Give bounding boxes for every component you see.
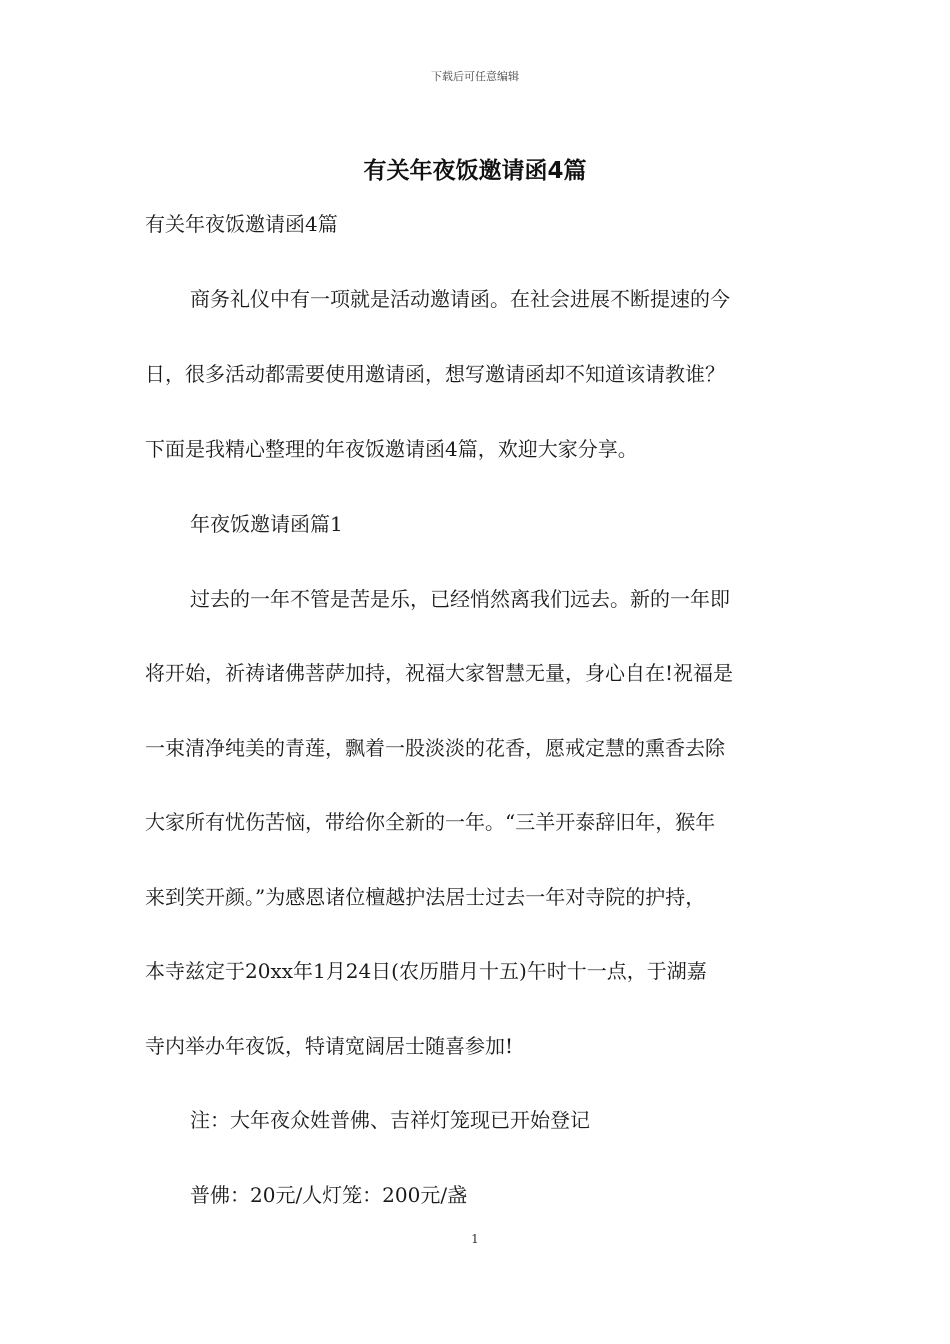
body-line: 过去的一年不管是苦是乐，已经悄然离我们远去。新的一年即 xyxy=(190,587,730,611)
section-heading: 年夜饭邀请函篇1 xyxy=(190,512,343,536)
document-title: 有关年夜饭邀请函4篇 xyxy=(363,158,587,184)
price-line: 普佛：20元/人灯笼：200元/盏 xyxy=(190,1183,468,1207)
page-number: 1 xyxy=(471,1232,479,1246)
intro-line: 下面是我精心整理的年夜饭邀请函4篇，欢迎大家分享。 xyxy=(145,437,638,461)
body-line: 本寺兹定于20xx年1月24日(农历腊月十五)午时十一点，于湖嘉 xyxy=(145,959,707,983)
body-line: 寺内举办年夜饭，特请宽阔居士随喜参加! xyxy=(145,1034,514,1058)
body-line: 将开始，祈祷诸佛菩萨加持，祝福大家智慧无量，身心自在!祝福是 xyxy=(145,661,734,685)
note-line: 注：大年夜众姓普佛、吉祥灯笼现已开始登记 xyxy=(190,1108,590,1132)
body-line: 来到笑开颜。”为感恩诸位檀越护法居士过去一年对寺院的护持， xyxy=(145,885,706,909)
document-subtitle: 有关年夜饭邀请函4篇 xyxy=(145,212,338,236)
body-line: 一束清净纯美的青莲，飘着一股淡淡的花香，愿戒定慧的熏香去除 xyxy=(145,736,725,760)
header-note: 下载后可任意编辑 xyxy=(431,70,519,83)
intro-line: 日，很多活动都需要使用邀请函，想写邀请函却不知道该请教谁？ xyxy=(145,362,725,386)
intro-line: 商务礼仪中有一项就是活动邀请函。在社会进展不断提速的今 xyxy=(190,287,730,311)
body-line: 大家所有忧伤苦恼，带给你全新的一年。“三羊开泰辞旧年，猴年 xyxy=(145,810,716,834)
